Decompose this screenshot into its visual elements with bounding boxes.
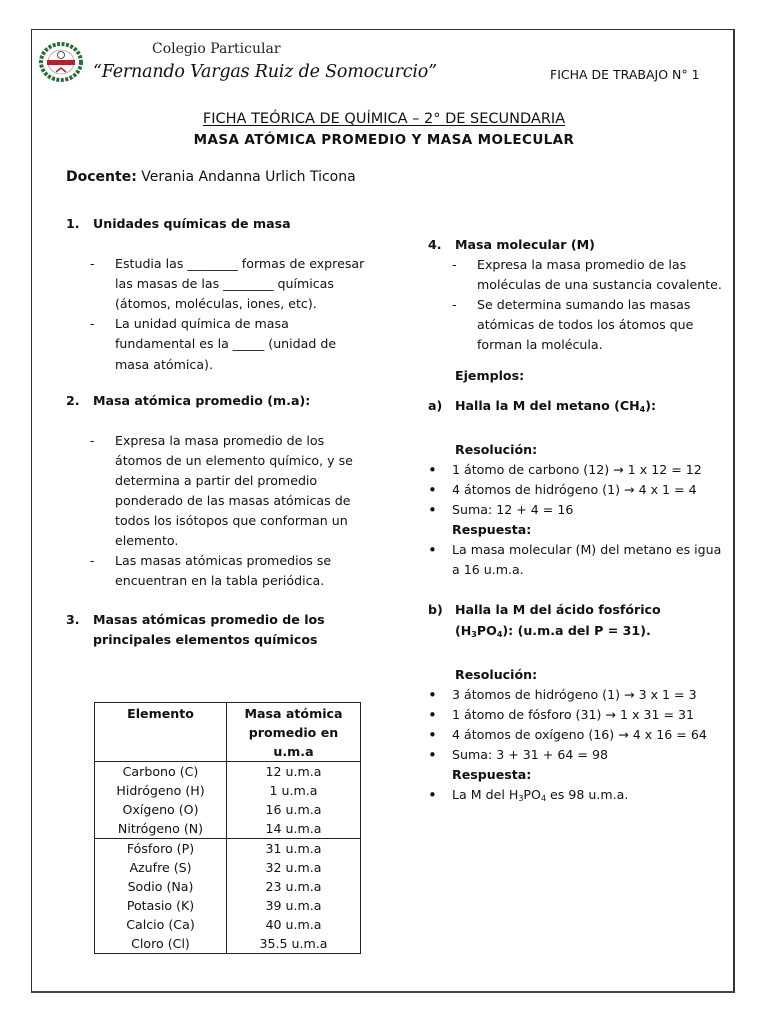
teacher-line (66, 169, 356, 185)
bullet-icon: • (428, 745, 437, 764)
table-row: Carbono (C) 12 u.m.a (95, 762, 361, 782)
list-item: • 1 átomo de carbono (12) → 1 x 12 = 12 (428, 460, 702, 479)
table-row: Nitrógeno (N) 14 u.m.a (95, 819, 361, 839)
column-header-mass: Masa atómica promedio en u.m.a (227, 703, 361, 762)
list-item: • 4 átomos de oxígeno (16) → 4 x 16 = 64 (428, 725, 707, 744)
list-item: • 4 átomos de hidrógeno (1) → 4 x 1 = 4 (428, 480, 697, 499)
table-row: Azufre (S) 32 u.m.a (95, 858, 361, 877)
table-row: Sodio (Na) 23 u.m.a (95, 877, 361, 896)
list-item: • 1 átomo de fósforo (31) → 1 x 31 = 31 (428, 705, 695, 724)
atomic-mass-table (94, 702, 361, 954)
column-header-element: Elemento (95, 703, 227, 762)
right-column (428, 235, 728, 809)
section-1-heading: 1. Unidades químicas de masa (66, 216, 291, 231)
worksheet-number: FICHA DE TRABAJO N° 1 (550, 67, 700, 82)
table-header-row (95, 703, 361, 762)
school-name: “Fernando Vargas Ruiz de Somocurcio” (93, 62, 437, 82)
list-item: - Se determina sumando las masas atómicas de todos los átomos que forman la molécula. (452, 297, 694, 353)
section-4-heading: 4. Masa molecular (M) (428, 237, 595, 252)
resolution-label: Resolución: (455, 441, 538, 457)
bullet-icon: • (428, 480, 437, 499)
school-type: Colegio Particular (152, 41, 281, 57)
section-2-heading: 2. Masa atómica promedio (m.a): (66, 392, 311, 408)
document-subtitle: MASA ATÓMICA PROMEDIO Y MASA MOLECULAR (193, 132, 575, 148)
bullet-icon: • (428, 786, 437, 805)
table-row: Calcio (Ca) 40 u.m.a (95, 915, 361, 934)
list-item: • Suma: 3 + 31 + 64 = 98 (428, 745, 608, 764)
teacher-label: Docente: (66, 169, 137, 185)
document-title: FICHA TEÓRICA DE QUÍMICA – 2° DE SECUNDARIA (202, 111, 566, 127)
example-b-heading: b) Halla la M del ácido fosfórico $(H_3PO_4)$: (u.m.a del P = 31). (428, 602, 661, 639)
table-row: Cloro (Cl) 35.5 u.m.a (95, 934, 361, 954)
list-item: - La unidad química de masa fundamental es la _____ (unidad de masa atómica). (90, 316, 337, 372)
list-item: - Estudia las ________ formas de expresar las masas de las ________ químicas (átomos, moléculas, iones, etc). (90, 256, 365, 312)
table-row: Potasio (K) 39 u.m.a (95, 896, 361, 915)
teacher-name: Verania Andanna Urlich Ticona (136, 169, 356, 185)
bullet-icon: • (428, 460, 437, 479)
examples-label: Ejemplos: (455, 367, 525, 383)
section-3-heading: 3. Masas atómicas promedio de los principales elementos químicos (66, 611, 325, 647)
list-item: • La masa molecular (M) del metano es igua a 16 u.m.a. (428, 540, 728, 580)
bullet-icon: • (428, 725, 437, 744)
bullet-icon: • (428, 501, 437, 520)
answer-label: Respuesta: (452, 767, 532, 783)
example-a-heading: a) Halla la M del metano $(CH_4)$: (428, 397, 657, 414)
school-crest-icon (39, 42, 83, 82)
list-item: - Expresa la masa promedio de las moléculas de una sustancia covalente. (452, 257, 722, 293)
list-item: - Las masas atómicas promedios se encuentran en la tabla periódica. (90, 553, 332, 589)
table-row: Hidrógeno (H) 1 u.m.a (95, 781, 361, 800)
list-item: • La M del $H_3PO_4$ es 98 u.m.a. (428, 785, 728, 809)
answer-label: Respuesta: (452, 522, 532, 538)
list-item: • 3 átomos de hidrógeno (1) → 3 x 1 = 3 (428, 685, 697, 704)
left-column (66, 214, 366, 650)
resolution-label: Resolución: (455, 666, 538, 682)
table-row: Fósforo (P) 31 u.m.a (95, 839, 361, 859)
bullet-icon: • (428, 685, 437, 704)
list-item: - Expresa la masa promedio de los átomos de un elemento químico, y se determina a partir del promedio ponderado de las masas atómicas de todos los isótopos que conforman un elemento. (90, 432, 353, 549)
bullet-icon: • (428, 541, 437, 560)
list-item: • Suma: 12 + 4 = 16 (428, 501, 574, 520)
table-row: Oxígeno (O) 16 u.m.a (95, 800, 361, 819)
bullet-icon: • (428, 705, 437, 724)
